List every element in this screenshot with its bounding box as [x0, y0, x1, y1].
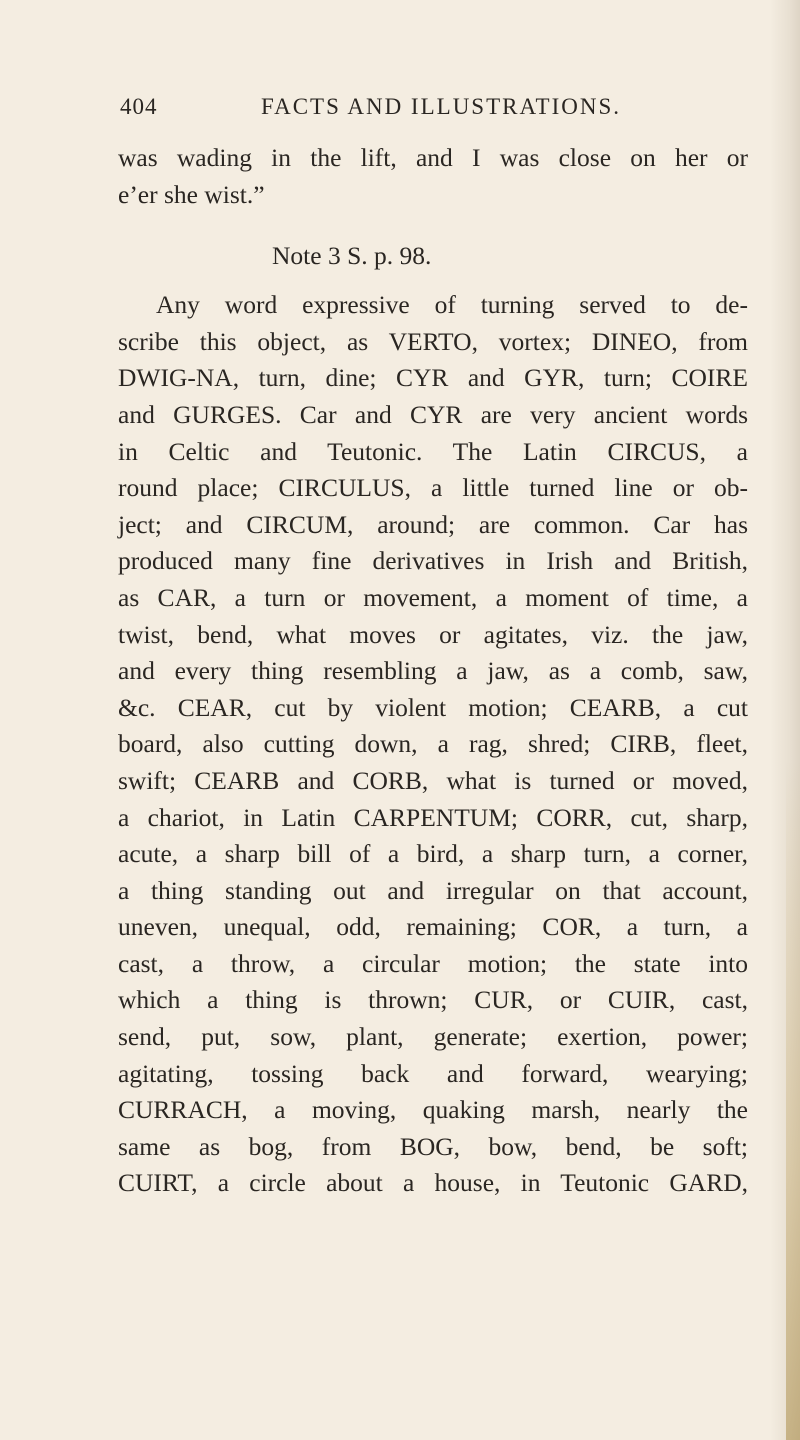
text-line: scribe this object, as VERTO, vortex; DINEO, from	[118, 326, 748, 356]
text-line: swift; CEARB and CORB, what is turned or moved,	[118, 765, 748, 795]
note-heading: Note 3 S. p. 98.	[272, 241, 432, 271]
text-line: same as bog, from BOG, bow, bend, be soft;	[118, 1131, 748, 1161]
paragraph-gap	[118, 213, 748, 225]
note-paragraph	[118, 287, 748, 1202]
text-line: CUIRT, a circle about a house, in Teutonic GARD,	[118, 1168, 748, 1198]
text-line: Any word expressive of turning served to de-	[156, 290, 748, 320]
text-line: twist, bend, what moves or agitates, viz. the jaw,	[118, 619, 748, 649]
text-line: e’er she wist.”	[118, 179, 265, 209]
text-line: board, also cutting down, a rag, shred; CIRB, fleet,	[118, 729, 748, 759]
page-number: 404	[120, 94, 158, 119]
text-line: CURRACH, a moving, quaking marsh, nearly the	[118, 1095, 748, 1125]
text-line: ject; and CIRCUM, around; are common. Car has	[118, 509, 748, 539]
text-line: agitating, tossing back and forward, wearying;	[118, 1058, 748, 1088]
text-line: and every thing resembling a jaw, as a comb, saw,	[118, 656, 748, 686]
page-edge-stain	[786, 760, 800, 1440]
text-line: in Celtic and Teutonic. The Latin CIRCUS, a	[118, 436, 748, 466]
running-head	[120, 94, 720, 130]
text-line: DWIG-NA, turn, dine; CYR and GYR, turn; COIRE	[118, 363, 748, 393]
text-line: send, put, sow, plant, generate; exertion, power;	[118, 1022, 748, 1052]
text-line: was wading in the lift, and I was close on her or	[118, 143, 748, 172]
text-line: as CAR, a turn or movement, a moment of time, a	[118, 582, 748, 612]
text-line: &c. CEAR, cut by violent motion; CEARB, a cut	[118, 692, 748, 722]
text-line: cast, a throw, a circular motion; the state into	[118, 948, 748, 978]
text-line: a chariot, in Latin CARPENTUM; CORR, cut, sharp,	[118, 802, 748, 832]
text-line: and GURGES. Car and CYR are very ancient words	[118, 399, 748, 429]
text-line: a thing standing out and irregular on that account,	[118, 875, 748, 905]
text-line: which a thing is thrown; CUR, or CUIR, cast,	[118, 985, 748, 1015]
text-line: uneven, unequal, odd, remaining; COR, a turn, a	[118, 912, 748, 942]
text-line: acute, a sharp bill of a bird, a sharp turn, a corner,	[118, 839, 748, 869]
running-title: FACTS AND ILLUSTRATIONS.	[261, 94, 622, 119]
text-line: produced many fine derivatives in Irish and British,	[118, 546, 748, 576]
body-text	[118, 140, 748, 1202]
text-line: round place; CIRCULUS, a little turned line or ob-	[118, 473, 748, 503]
